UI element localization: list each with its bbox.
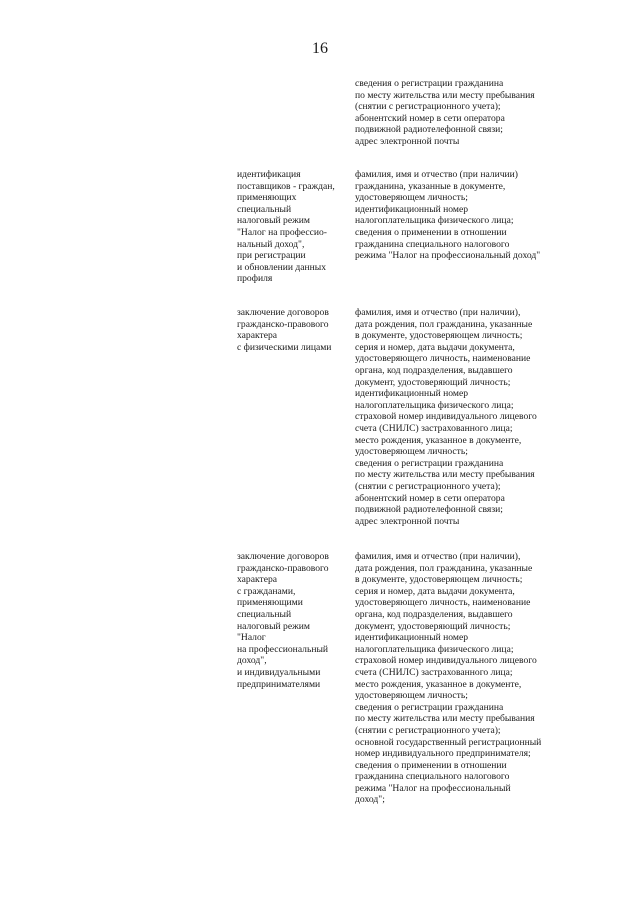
page-number: 16 xyxy=(312,40,328,57)
data-list-cell: фамилия, имя и отчество (при наличии), дата рождения, пол гражданина, указанные в документе, удостоверяющем личность; серия и номер, дата выдачи документа, удостоверяющего личность, наименование органа, код подразделения, выдавшего документ, удостоверяющий личность; идентификационный номер налогоплательщика физического лица; страховой номер индивидуального лицевого счета (СНИЛС) застрахованного лица; место рождения, указанное в документе, удостоверяющем личность; сведения о регистрации гражданина по месту жительства или месту пребывания (снятии с регистрационного учета); абонентский номер в сети оператора подвижной радиотелефонной связи; адрес электронной почты xyxy=(355,307,537,527)
data-list-cell: фамилия, имя и отчество (при наличии) гражданина, указанные в документе, удостоверяющем личность; идентификационный номер налогоплательщика физического лица; сведения о применении в отношении гражданина специального налогового режима "Налог на профессиональный доход" xyxy=(355,169,541,262)
purpose-cell: заключение договоров гражданско-правового характера с физическими лицами xyxy=(237,307,332,353)
purpose-cell: идентификация поставщиков - граждан, применяющих специальный налоговый режим "Налог на профессио- нальный доход", при регистрации и обновлении данных профиля xyxy=(237,169,335,285)
data-list-cell: сведения о регистрации гражданина по месту жительства или месту пребывания (снятии с регистрационного учета); абонентский номер в сети оператора подвижной радиотелефонной связи; адрес электронной почты xyxy=(355,78,535,147)
data-list-cell: фамилия, имя и отчество (при наличии), дата рождения, пол гражданина, указанные в документе, удостоверяющем личность; серия и номер, дата выдачи документа, удостоверяющего личность, наименование органа, код подразделения, выдавшего документ, удостоверяющий личность; идентификационный номер налогоплательщика физического лица; страховой номер индивидуального лицевого счета (СНИЛС) застрахованного лица; место рождения, указанное в документе, удостоверяющем личность; сведения о регистрации гражданина по месту жительства или месту пребывания (снятии с регистрационного учета); основной государственный регистрационный номер индивидуального предпринимателя; сведения о применении в отношении гражданина специального налогового режима "Налог на профессиональный доход"; xyxy=(355,551,542,806)
purpose-cell: заключение договоров гражданско-правового характера с гражданами, применяющими специальный налоговый режим "Налог на профессиональный доход", и индивидуальными предпринимателями xyxy=(237,551,329,690)
